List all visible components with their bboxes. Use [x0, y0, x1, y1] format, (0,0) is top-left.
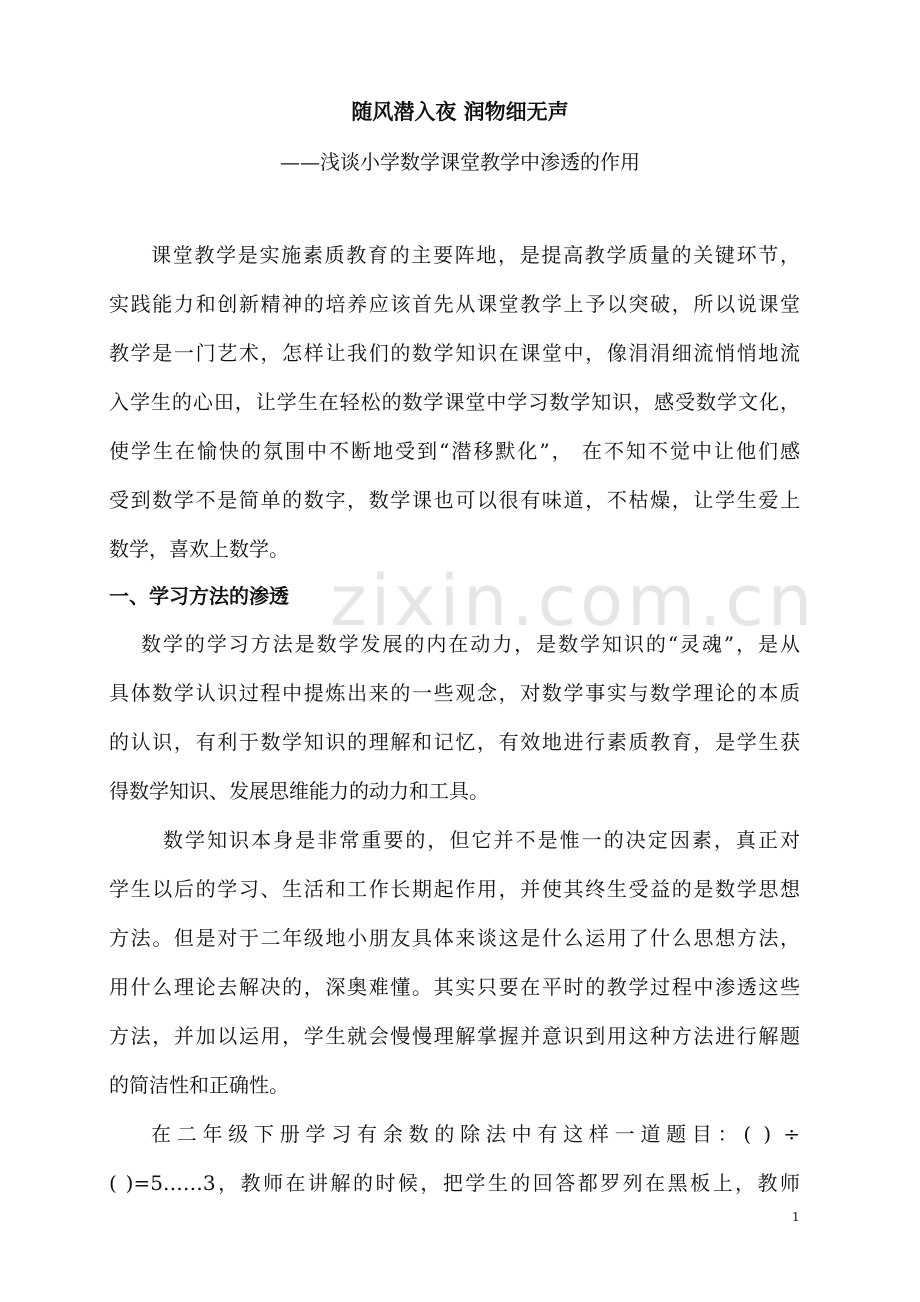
paragraph-line: 方法。但是对于二年级地小朋友具体来谈这是什么运用了什么思想方法， [109, 926, 800, 950]
paragraph-line: 课堂教学是实施素质教育的主要阵地，是提高教学质量的关键环节， [151, 243, 800, 267]
paragraph-line: 数学知识本身是非常重要的，但它并不是惟一的决定因素，真正对 [163, 828, 800, 852]
paragraph-line: 受到数学不是简单的数字，数学课也可以很有味道，不枯燥，让学生爱上 [109, 488, 800, 512]
paragraph-line: 使学生在愉快的氛围中不断地受到“潜移默化”， 在不知不觉中让他们感 [109, 439, 800, 463]
paragraph-line: 学生以后的学习、生活和工作长期起作用，并使其终生受益的是数学思想 [109, 877, 800, 901]
document-subtitle: ——浅谈小学数学课堂教学中渗透的作用 [280, 150, 640, 174]
paragraph-line: 教学是一门艺术，怎样让我们的数学知识在课堂中，像涓涓细流悄悄地流 [109, 341, 800, 365]
paragraph-line: 数学，喜欢上数学。 [109, 537, 289, 561]
watermark: zixin.com.cn [330, 560, 817, 642]
paragraph-line: 具体数学认识过程中提炼出来的一些观念，对数学事实与数学理论的本质 [109, 681, 800, 705]
paragraph-line: 方法，并加以运用，学生就会慢慢理解掌握并意识到用这种方法进行解题 [109, 1024, 800, 1048]
paragraph-line: 入学生的心田，让学生在轻松的数学课堂中学习数学知识，感受数学文化， [109, 390, 800, 414]
document-title: 随风潜入夜 润物细无声 [351, 100, 569, 124]
paragraph-line: 的简洁性和正确性。 [109, 1073, 289, 1097]
paragraph-line: 得数学知识、发展思维能力的动力和工具。 [109, 779, 489, 803]
section-heading: 一、学习方法的渗透 [109, 584, 289, 608]
paragraph-line: 数学的学习方法是数学发展的内在动力，是数学知识的“灵魂”，是从 [141, 632, 800, 656]
paragraph-line: ( )=5……3，教师在讲解的时候，把学生的回答都罗列在黑板上，教师 [109, 1171, 800, 1195]
paragraph-line: 用什么理论去解决的，深奥难懂。其实只要在平时的教学过程中渗透这些 [109, 975, 800, 999]
paragraph-line: 实践能力和创新精神的培养应该首先从课堂教学上予以突破，所以说课堂 [109, 292, 800, 316]
paragraph-line: 在二年级下册学习有余数的除法中有这样一道题目：( ) ÷ [151, 1122, 800, 1146]
paragraph-line: 的认识，有利于数学知识的理解和记忆，有效地进行素质教育，是学生获 [109, 730, 800, 754]
page-number: 1 [792, 1210, 800, 1224]
